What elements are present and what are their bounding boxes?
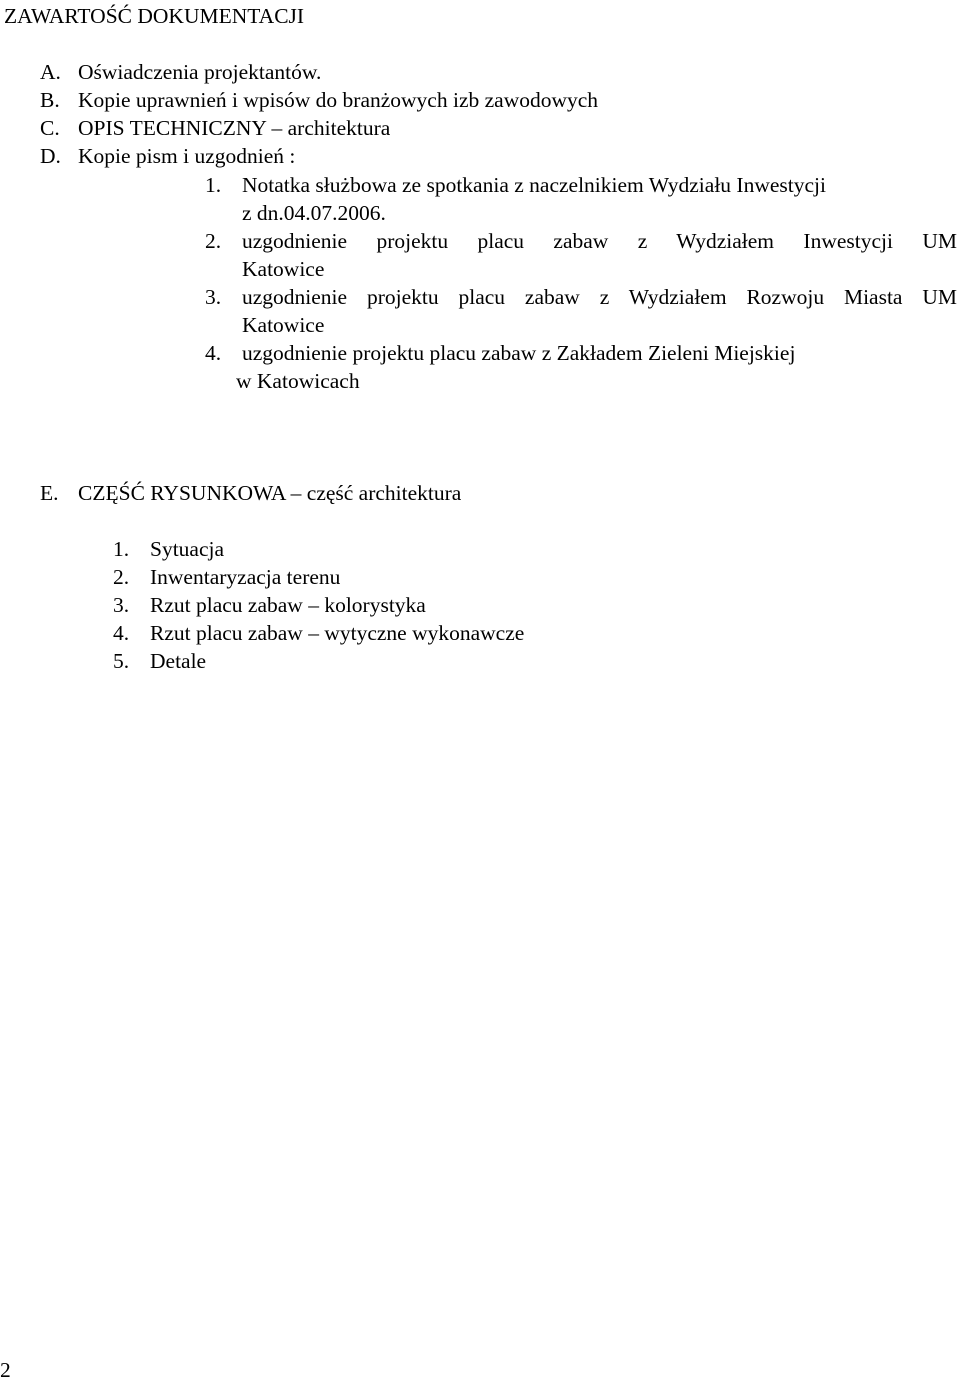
drawing-item-text: Sytuacja — [150, 537, 225, 561]
sub-item-4-continuation: w Katowicach — [236, 369, 360, 393]
drawing-item-1 — [113, 535, 224, 563]
list-item-c — [40, 114, 390, 142]
sub-item-4 — [205, 339, 795, 367]
list-marker: D. — [40, 144, 61, 168]
list-marker: 2. — [205, 229, 222, 253]
list-marker: 2. — [113, 565, 130, 589]
document-title: ZAWARTOŚĆ DOKUMENTACJI — [4, 4, 305, 28]
list-item-text: OPIS TECHNICZNY – architektura — [78, 116, 391, 140]
section-e-heading — [40, 479, 461, 507]
sub-item-1-continuation: z dn.04.07.2006. — [242, 201, 386, 225]
sub-item-2-continuation: Katowice — [242, 257, 325, 281]
drawing-item-text: Detale — [150, 649, 207, 673]
sub-item-text: Notatka służbowa ze spotkania z naczelnikiem Wydziału Inwestycji — [242, 173, 826, 197]
sub-item-1 — [205, 171, 826, 199]
page-number: 2 — [0, 1358, 11, 1382]
list-item-d — [40, 142, 295, 170]
sub-item-3 — [205, 283, 957, 311]
sub-item-text: uzgodnienie projektu placu zabaw z Wydziałem Inwestycji UM — [242, 229, 957, 253]
drawing-item-3 — [113, 591, 426, 619]
drawing-item-text: Rzut placu zabaw – wytyczne wykonawcze — [150, 621, 525, 645]
list-item-a — [40, 58, 321, 86]
list-marker: E. — [40, 481, 59, 505]
list-marker: 4. — [113, 621, 130, 645]
sub-item-3-continuation: Katowice — [242, 313, 325, 337]
list-marker: 3. — [113, 593, 130, 617]
list-marker: 1. — [205, 173, 222, 197]
list-item-text: Kopie pism i uzgodnień : — [78, 144, 296, 168]
section-e-text: CZĘŚĆ RYSUNKOWA – część architektura — [78, 481, 462, 505]
drawing-item-5 — [113, 647, 206, 675]
sub-item-text: uzgodnienie projektu placu zabaw z Zakładem Zieleni Miejskiej — [242, 341, 796, 365]
list-marker: 5. — [113, 649, 130, 673]
list-marker: 3. — [205, 285, 222, 309]
drawing-item-4 — [113, 619, 524, 647]
list-marker: 1. — [113, 537, 130, 561]
list-marker: B. — [40, 88, 60, 112]
sub-item-2 — [205, 227, 957, 255]
sub-item-text: uzgodnienie projektu placu zabaw z Wydziałem Rozwoju Miasta UM — [242, 285, 957, 309]
drawing-item-2 — [113, 563, 340, 591]
list-item-text: Kopie uprawnień i wpisów do branżowych izb zawodowych — [78, 88, 599, 112]
drawing-item-text: Rzut placu zabaw – kolorystyka — [150, 593, 426, 617]
drawing-item-text: Inwentaryzacja terenu — [150, 565, 341, 589]
list-marker: 4. — [205, 341, 222, 365]
list-item-b — [40, 86, 598, 114]
list-marker: C. — [40, 116, 60, 140]
list-marker: A. — [40, 60, 61, 84]
list-item-text: Oświadczenia projektantów. — [78, 60, 322, 84]
